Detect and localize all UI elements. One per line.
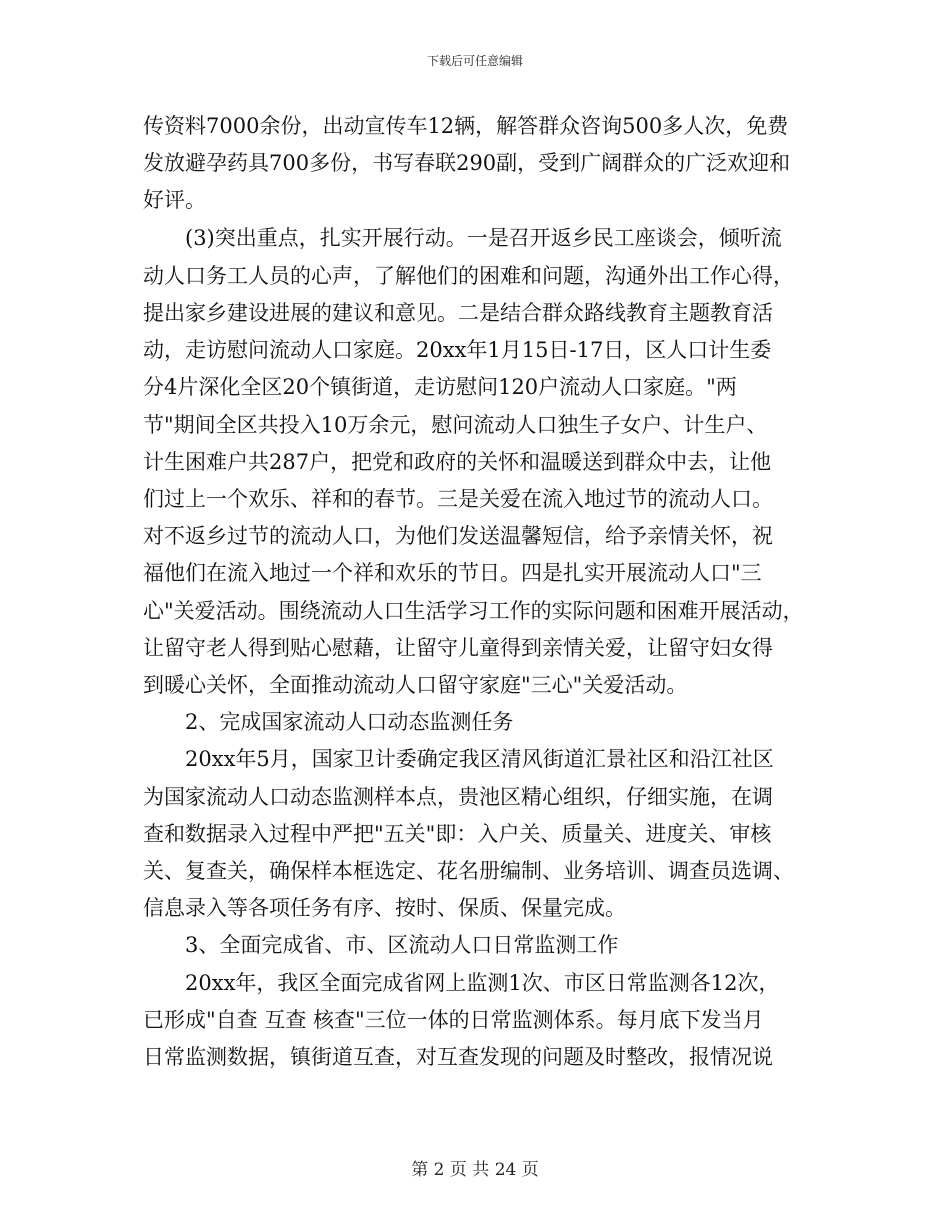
text-line: 为国家流动人口动态监测样本点，贵池区精心组织，仔细实施，在调 <box>143 785 773 809</box>
text-line: (3)突出重点，扎实开展行动。一是召开返乡民工座谈会，倾听流 <box>185 226 782 250</box>
text-line: 关、复查关，确保样本框选定、花名册编制、业务培训、调查员选调、 <box>143 859 794 883</box>
page-footer: 第 2 页 共 24 页 <box>411 1160 539 1180</box>
text-line: 查和数据录入过程中严把"五关"即：入户关、质量关、进度关、审核 <box>143 822 772 846</box>
text-line: 动，走访慰问流动人口家庭。20xx年1月15日-17日，区人口计生委 <box>143 338 772 362</box>
section-heading: 2、完成国家流动人口动态监测任务 <box>185 710 514 734</box>
text-line: 心"关爱活动。围绕流动人口生活学习工作的实际问题和困难开展活动， <box>143 599 804 623</box>
text-line: 发放避孕药具700多份，书写春联290副，受到广阔群众的广泛欢迎和 <box>143 151 791 175</box>
text-line: 分4片深化全区20个镇街道，走访慰问120户流动人口家庭。"两 <box>143 375 737 399</box>
text-line: 传资料7000余份，出动宣传车12辆，解答群众咨询500多人次，免费 <box>143 114 789 138</box>
text-line: 20xx年，我区全面完成省网上监测1次、市区日常监测各12次， <box>185 971 780 995</box>
text-line: 动人口务工人员的心声，了解他们的困难和问题，沟通外出工作心得， <box>143 264 794 288</box>
text-line: 日常监测数据，镇街道互查，对互查发现的问题及时整改，报情况说 <box>143 1045 773 1069</box>
text-line: 好评。 <box>143 188 206 212</box>
text-line: 让留守老人得到贴心慰藉，让留守儿童得到亲情关爱，让留守妇女得 <box>143 636 773 660</box>
text-line: 到暖心关怀，全面推动流动人口留守家庭"三心"关爱活动。 <box>143 673 688 697</box>
page-header: 下载后可任意编辑 <box>426 54 523 68</box>
text-line: 对不返乡过节的流动人口，为他们发送温馨短信，给予亲情关怀，祝 <box>143 524 773 548</box>
text-line: 信息录入等各项任务有序、按时、保质、保量完成。 <box>143 896 626 920</box>
text-line: 提出家乡建设进展的建议和意见。二是结合群众路线教育主题教育活 <box>143 301 773 325</box>
text-line: 节"期间全区共投入10万余元，慰问流动人口独生子女户、计生户、 <box>143 413 768 437</box>
section-heading: 3、全面完成省、市、区流动人口日常监测工作 <box>185 933 619 957</box>
text-line: 福他们在流入地过一个祥和欢乐的节日。四是扎实开展流动人口"三 <box>143 561 762 585</box>
text-line: 20xx年5月，国家卫计委确定我区清风街道汇景社区和沿江社区 <box>185 747 774 771</box>
text-line: 已形成"自查 互查 核查"三位一体的日常监测体系。每月底下发当月 <box>143 1008 764 1032</box>
text-line: 计生困难户共287户，把党和政府的关怀和温暖送到群众中去，让他 <box>143 450 772 474</box>
text-line: 们过上一个欢乐、祥和的春节。三是关爱在流入地过节的流动人口。 <box>143 487 773 511</box>
